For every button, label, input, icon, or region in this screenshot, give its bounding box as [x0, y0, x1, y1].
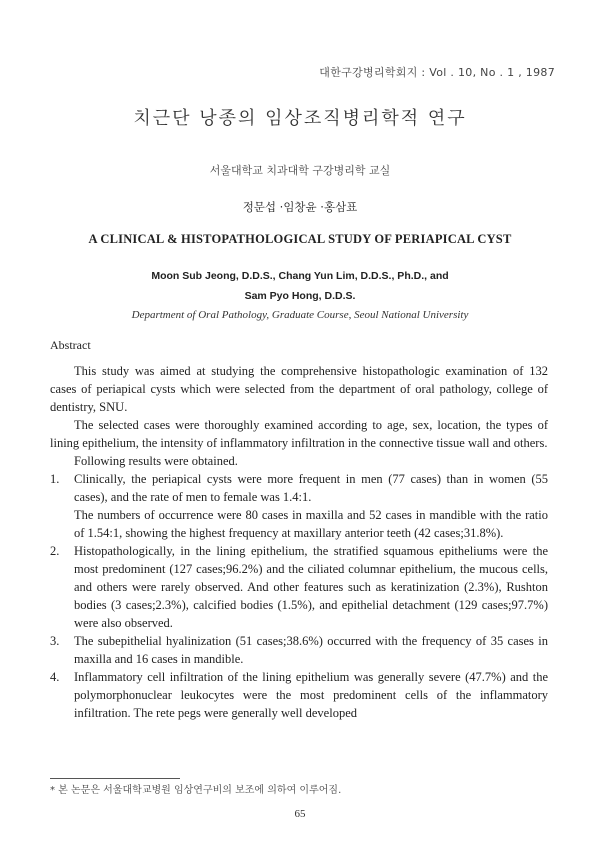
- result-item: [50, 542, 548, 632]
- page-number: 65: [294, 808, 306, 820]
- journal-reference: 대한구강병리학회지 : Vol . 10, No . 1 , 1987: [319, 66, 555, 79]
- result-item: [50, 470, 548, 542]
- english-department: Department of Oral Pathology, Graduate Course, Seoul National University: [131, 309, 469, 321]
- result-number: 4.: [50, 670, 60, 684]
- abstract-heading: Abstract: [50, 338, 91, 352]
- result-text: Inflammatory cell infiltration of the lining epithelium was generally severe (47.7%) and the polymorphonuclear leukocytes were the most predominent cells of the inflammatory infiltration. The rete pegs were generally well developed: [74, 670, 548, 720]
- result-text: Histopathologically, in the lining epithelium, the stratified squamous epitheliums were the most predominent (127 cases;96.2%) and the ciliated columnar epithelium, the mucous cells, and others were rarely observed. And other features such as keratinization (2.3%), Rushton bodies (3 cases;2.3%), calcified bodies (1.5%), and epithelial detachment (129 cases;97.7%) were also observed.: [74, 544, 548, 630]
- abstract-body: [50, 362, 548, 722]
- abstract-paragraph: Following results were obtained.: [74, 454, 238, 468]
- result-number: 3.: [50, 634, 60, 648]
- english-title: A CLINICAL & HISTOPATHOLOGICAL STUDY OF PERIAPICAL CYST: [88, 232, 512, 246]
- korean-title: 치근단 낭종의 임상조직병리학적 연구: [133, 108, 467, 129]
- english-authors: [0, 266, 600, 306]
- results-list: [50, 470, 548, 722]
- english-authors-line2: Sam Pyo Hong, D.D.S.: [244, 290, 356, 302]
- footnote-divider: [50, 778, 180, 779]
- korean-authors: 정문섭 ·임창윤 ·홍삼표: [242, 200, 358, 214]
- result-number: 2.: [50, 544, 60, 558]
- footnote: * 본 논문은 서울대학교병원 임상연구비의 보조에 의하여 이루어짐.: [50, 785, 342, 796]
- result-number: 1.: [50, 472, 60, 486]
- result-text: The subepithelial hyalinization (51 cases;38.6%) occurred with the frequency of 35 cases in maxilla and 16 cases in mandible.: [74, 634, 548, 666]
- abstract-paragraph: This study was aimed at studying the comprehensive histopathologic examination of 132 cases of periapical cysts which were selected from the department of oral pathology, college of dentistry, SNU.: [50, 364, 548, 414]
- abstract-paragraph: The selected cases were thoroughly examined according to age, sex, location, the types of lining epithelium, the intensity of inflammatory infiltration in the connective tissue wall and others.: [50, 418, 548, 450]
- english-authors-line1: Moon Sub Jeong, D.D.S., Chang Yun Lim, D.D.S., Ph.D., and: [151, 270, 449, 282]
- result-text: Clinically, the periapical cysts were more frequent in men (77 cases) than in women (55 cases), and the rate of men to female was 1.4:1.: [74, 472, 548, 504]
- result-item: [50, 632, 548, 668]
- korean-affiliation: 서울대학교 치과대학 구강병리학 교실: [209, 164, 391, 177]
- result-item: [50, 668, 548, 722]
- result-subtext: The numbers of occurrence were 80 cases in maxilla and 52 cases in mandible with the ratio of 1.54:1, showing the highest frequency at maxillary anterior teeth (42 cases;31.8%).: [74, 508, 548, 540]
